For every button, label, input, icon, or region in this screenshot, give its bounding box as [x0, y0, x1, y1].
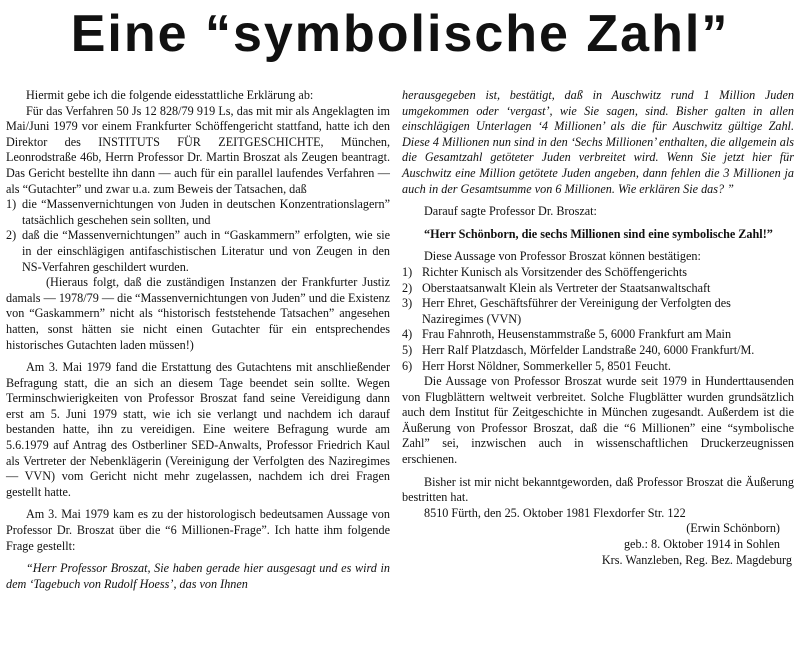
list-item: 1) die “Massenvernichtungen von Juden in deutschen Konzentrationslagern” tatsächlich geschehen sein sollten, und — [6, 197, 390, 227]
list-item: 1) Richter Kunisch als Vorsitzender des Schöffengerichts — [402, 264, 688, 279]
answer-quote: “Herr Schönborn, die sechs Millionen sind eine symbolische Zahl!” — [424, 226, 773, 241]
question-quote-continued: herausgegeben ist, bestätigt, daß in Auschwitz rund 1 Million Juden umgekommen oder ‘vergast’, wie Sie sagen, sind. Bisher galten in allen einschlägigen Unterlagen ‘4 Millionen’ als die für Auschwitz gültige Zahl. Diese 4 Millionen nun sind in den ‘Sechs Millionen’ enthalten, die allgemein als die Gesamtzahl getöteter Juden verbreitet wird. Wenn Sie jetzt hier für Auschwitz eine Million getötete Juden angeben, dann fehlen die 3 Millionen ja auch in der Gesamtsumme von 6 Millionen. Wie erklären Sie das? ” — [402, 88, 794, 196]
birth-info: geb.: 8. Oktober 1914 in Sohlen — [623, 537, 780, 552]
list-item: 2) Oberstaatsanwalt Klein als Vertreter der Staatsanwaltschaft — [402, 280, 711, 295]
list-item: 5) Herr Ralf Platzdasch, Mörfelder Landstraße 240, 6000 Frankfurt/M. — [402, 342, 755, 357]
closing-paragraph: Bisher ist mir nicht bekanntgeworden, daß Professor Broszat die Äußerung bestritten hat. — [402, 474, 794, 505]
page-title: Eine “symbolische Zahl” — [70, 5, 730, 63]
procedure-paragraph: Für das Verfahren 50 Js 12 828/79 919 Ls, das mit mir als Angeklagten im Mai/Juni 1979 vor einem Frankfurter Schöffengericht stattfand, hatte ich den Direktor des INSTITUTS FÜR ZEITGESCHICHTE, München, Leonrodstraße 46b, Herrn Professor Dr. Martin Broszat als Zeugen beantragt. Das Gericht bestellte ihn dann — auch für ein parallel laufendes Verfahren — als “Gutachter” und zwar u.a. zum Beweis der Tatsachen, daß — [6, 103, 390, 196]
intro-paragraph: Hiermit gebe ich die folgende eidesstattliche Erklärung ab: — [26, 88, 314, 102]
list-item: 3) Herr Ehret, Geschäftsführer der Vereinigung der Verfolgten des Naziregimes (VVN) — [402, 296, 731, 326]
answer-intro: Darauf sagte Professor Dr. Broszat: — [424, 204, 597, 219]
list-item: 4) Frau Fahnroth, Heusenstammstraße 5, 6000 Frankfurt am Main — [402, 327, 732, 342]
list-item: 6) Herr Horst Nöldner, Sommerkeller 5, 8501 Feucht. — [402, 358, 671, 373]
question-quote: “Herr Professor Broszat, Sie haben gerade hier ausgesagt und es wird in dem ‘Tagebuch von Rudolf Hoess’, das von Ihnen — [6, 561, 390, 591]
question-intro-paragraph: Am 3. Mai 1979 kam es zu der historologisch bedeutsamen Aussage von Professor Dr. Broszat über die “6 Millionen-Frage”. Ich hatte ihm folgende Frage gestellt: — [6, 507, 390, 553]
signature: (Erwin Schönborn) — [686, 521, 780, 536]
district-info: Krs. Wanzleben, Reg. Bez. Magdeburg — [601, 552, 792, 567]
right-column — [402, 88, 794, 568]
distribution-paragraph: Die Aussage von Professor Broszat wurde seit 1979 in Hunderttausenden von Flugblättern weltweit verbreitet. Solche Flugblätter wurden grundsätzlich auch dem Institut für Zeitgeschichte in München zugesandt. Außerdem ist die Äußerung von Professor Broszat, daß die “6 Millionen” eine “symbolische Zahl” sei, inzwischen auch in wissenschaftlichen Druckerzeugnissen erschienen. — [402, 374, 794, 467]
list-item: 2) daß die “Massenvernichtungen” auch in “Gaskammern” erfolgten, wie sie in der einschlägigen antifaschistischen Literatur und von Zeugen in den NS-Verfahren geschildert wurden. — [6, 228, 390, 274]
place-date: 8510 Fürth, den 25. Oktober 1981 Flexdorfer Str. 122 — [424, 505, 686, 520]
left-column — [6, 88, 390, 592]
testimony-paragraph: Am 3. Mai 1979 fand die Erstattung des Gutachtens mit anschließender Befragung statt, die an sich an diesem Tage beendet sein sollte. Wegen Terminschwierigkeiten von Professor Broszat fand seine Vereidigung dann erst am 5. Juni 1979 statt, wie ich sie verlangt und nachdem ich darauf bestanden hatte, ihn zu vereidigen. Eine weitere Befragung wurde am 5.6.1979 auf Antrag des Ostberliner SED-Anwalts, Professor Friedrich Kaul als Vertreter der Nebenklägerin (Vereinigung der Verfolgten des Naziregimes — VVN) vom Gericht nicht mehr zugelassen, nachdem ich drei Fragen gestellt hatte. — [6, 360, 390, 499]
witnesses-intro: Diese Aussage von Professor Broszat können bestätigen: — [424, 249, 701, 264]
parenthetical-paragraph: (Hieraus folgt, daß die zuständigen Instanzen der Frankfurter Justiz damals — 1978/79 — die “Massenvernichtungen von Juden” und die Existenz von “Gaskammern” nicht als “historisch feststehende Tatsachen” angesehen hatten, sonst hätten sie nicht einen Gutachter für ein entsprechendes historisches Gutachten laden müssen!) — [6, 275, 390, 352]
